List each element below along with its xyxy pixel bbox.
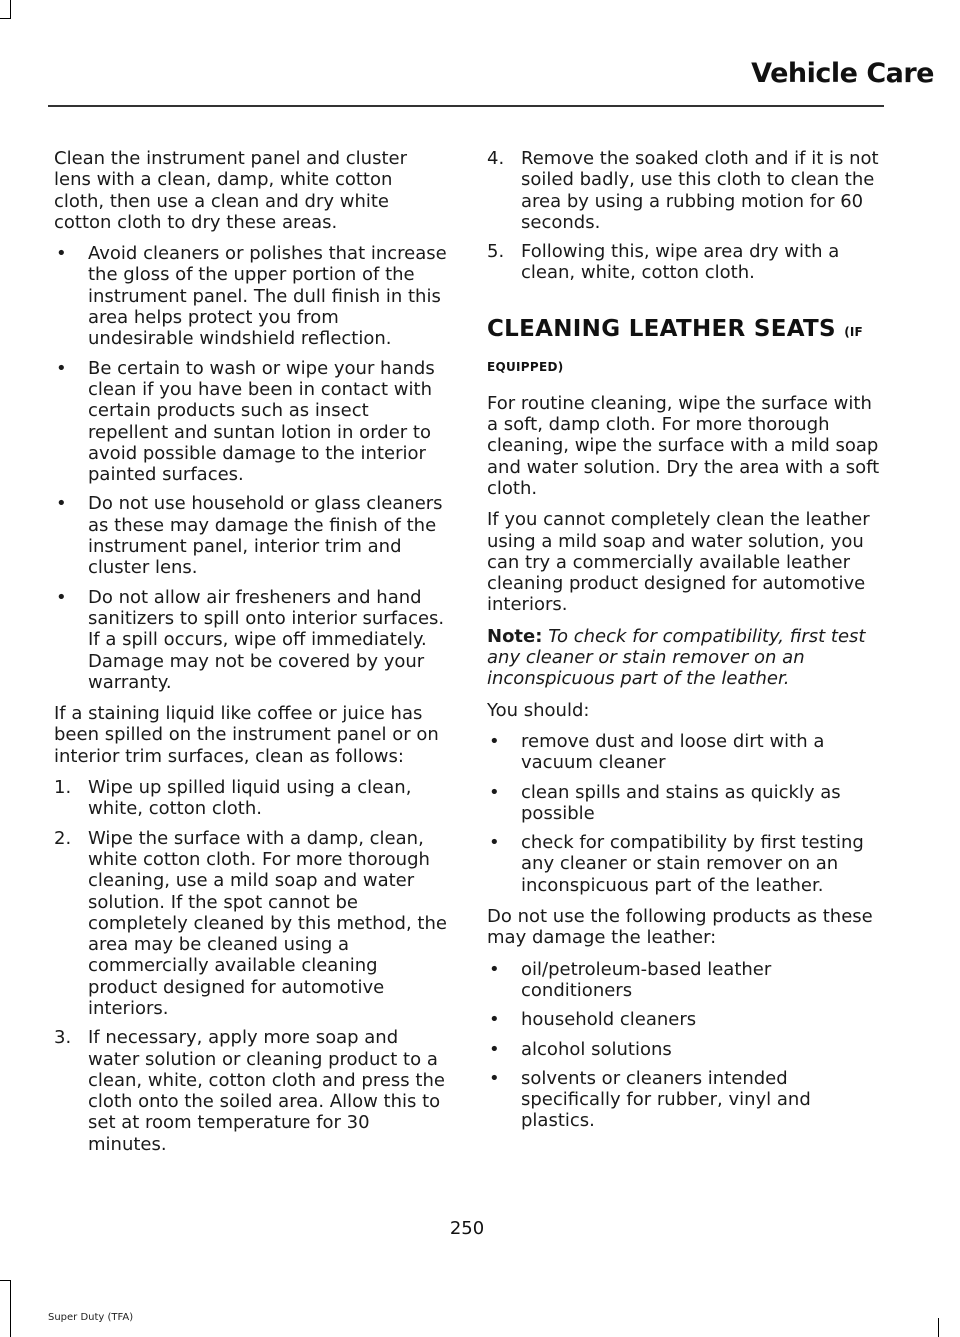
bullet-icon: • <box>56 357 67 379</box>
step-item: 4. Remove the soaked cloth and if it is not soiled badly, use this cloth to clean the area by using a rubbing motion for 60 seconds. <box>487 148 879 233</box>
intro-paragraph: Clean the instrument panel and cluster lens with a clean, damp, white cotton cloth, then use a clean and dry white cotton cloth to dry these areas. <box>54 148 407 233</box>
list-item: • Do not allow air fresheners and hand sanitizers to spill onto interior surfaces. If a spill occurs, wipe off immediately. Damage may not be covered by your warranty. <box>56 586 445 693</box>
section-heading-leather-seats: CLEANING LEATHER SEATS (IF EQUIPPED) <box>487 315 863 374</box>
step-number: 4. <box>487 148 505 169</box>
crop-mark-top-left-h <box>0 18 11 19</box>
right-column <box>487 148 883 1142</box>
staining-intro-paragraph: If a staining liquid like coffee or juice has been spilled on the instrument panel or on interior trim surfaces, clean as follows: <box>54 703 439 767</box>
step-item: 5. Following this, wipe area dry with a clean, white, cotton cloth. <box>487 241 840 284</box>
do-not-use-bullet-list <box>487 959 883 1132</box>
bullet-icon: • <box>489 832 500 854</box>
bullet-icon: • <box>56 493 67 515</box>
note-paragraph <box>487 626 883 690</box>
note-label: Note: <box>487 625 543 647</box>
step-item: 1. Wipe up spilled liquid using a clean, white, cotton cloth. <box>54 777 412 820</box>
list-item: • household cleaners <box>489 1009 697 1031</box>
cleaning-steps-list <box>54 777 448 1155</box>
list-item: • remove dust and loose dirt with a vacuum cleaner <box>489 730 825 774</box>
step-item: 3. If necessary, apply more soap and water solution or cleaning product to a clean, white, cotton cloth and press the cloth onto the soiled area. Allow this to set at room temperature for 30 minutes. <box>54 1027 445 1155</box>
crop-mark-bottom-left-h <box>0 1280 11 1281</box>
you-should-bullet-list <box>487 731 883 896</box>
list-item: • Do not use household or glass cleaners as these may damage the finish of the instrument panel, interior trim and cluster lens. <box>56 493 443 579</box>
header-divider <box>48 105 884 107</box>
note-text: To check for compatibility, first test any cleaner or stain remover on an inconspicuous part of the leather. <box>487 625 866 690</box>
list-item: • alcohol solutions <box>489 1038 672 1060</box>
step-number: 2. <box>54 827 72 849</box>
page-number: 250 <box>449 1218 485 1239</box>
list-item: • Avoid cleaners or polishes that increase the gloss of the upper portion of the instrument panel. The dull finish in this area helps protect you from undesirable windshield reflection. <box>56 243 447 350</box>
instrument-panel-bullet-list <box>54 243 448 693</box>
routine-cleaning-paragraph: For routine cleaning, wipe the surface with a soft, damp cloth. For more thorough cleaning, wipe the surface with a mild soap and water solution. Dry the area with a soft cloth. <box>487 392 880 499</box>
bullet-icon: • <box>489 1038 500 1060</box>
list-item: • solvents or cleaners intended specifically for rubber, vinyl and plastics. <box>489 1067 811 1132</box>
step-number: 3. <box>54 1027 72 1049</box>
crop-mark-top-left-v <box>10 0 11 18</box>
list-item: • oil/petroleum-based leather conditioners <box>489 958 772 1001</box>
you-should-label: You should: <box>487 699 590 721</box>
footer-model-label: Super Duty (TFA) <box>48 1312 134 1323</box>
bullet-icon: • <box>489 781 500 803</box>
step-number: 1. <box>54 777 72 799</box>
bullet-icon: • <box>56 586 67 608</box>
bullet-icon: • <box>489 1009 500 1031</box>
step-item: 2. Wipe the surface with a damp, clean, white cotton cloth. For more thorough cleaning, use a mild soap and water solution. If the spot cannot be completely cleaned by this method, the area may be cleaned using a commercially available cleaning product designed for automotive interiors. <box>54 827 447 1019</box>
bullet-icon: • <box>489 730 500 752</box>
bullet-icon: • <box>56 243 67 265</box>
leather-product-paragraph: If you cannot completely clean the leather using a mild soap and water solution, you can try a commercially available leather cleaning product designed for automotive interiors. <box>487 509 870 616</box>
page-header-title: Vehicle Care <box>751 58 934 89</box>
do-not-use-paragraph: Do not use the following products as these may damage the leather: <box>487 906 873 949</box>
list-item: • clean spills and stains as quickly as possible <box>489 781 841 824</box>
step-number: 5. <box>487 241 505 263</box>
left-column <box>54 148 448 1165</box>
bullet-icon: • <box>489 1067 500 1089</box>
cleaning-steps-list-continued <box>487 148 883 284</box>
list-item: • check for compatibility by first testing any cleaner or stain remover on an inconspicuous part of the leather. <box>489 832 864 896</box>
crop-mark-bottom-right-v <box>938 1318 939 1337</box>
crop-mark-bottom-left-v <box>10 1280 11 1337</box>
bullet-icon: • <box>489 958 500 980</box>
list-item: • Be certain to wash or wipe your hands clean if you have been in contact with certain products such as insect repellent and suntan lotion in order to avoid possible damage to the interior painted surfaces. <box>56 357 435 486</box>
